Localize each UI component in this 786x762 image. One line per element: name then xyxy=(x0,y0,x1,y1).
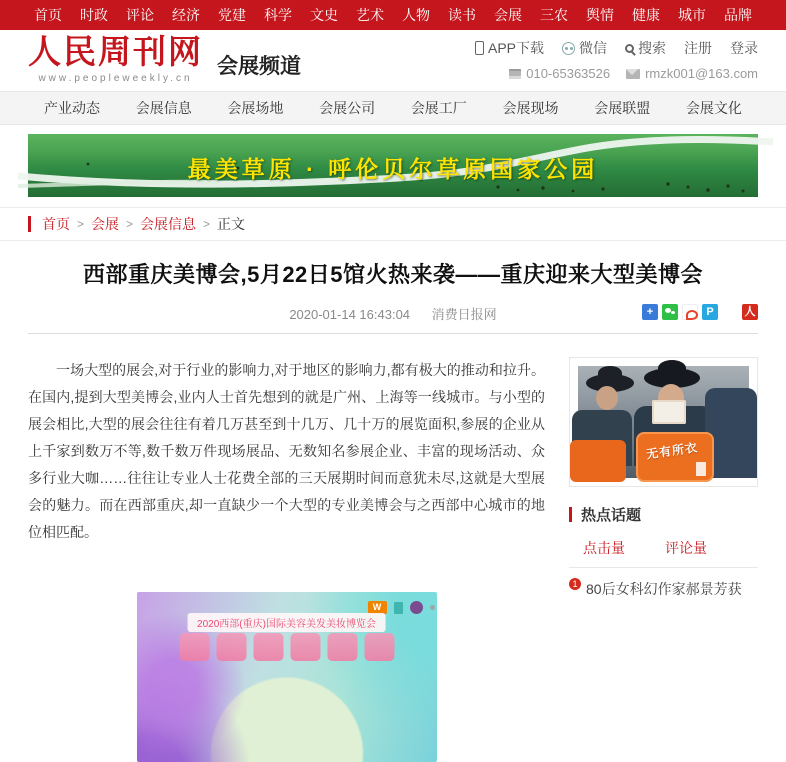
qzone-share-icon[interactable]: ★ xyxy=(722,304,738,320)
top-nav-economy[interactable]: 经济 xyxy=(172,7,200,23)
breadcrumb-current: 正文 xyxy=(217,216,246,232)
top-nav-agriculture[interactable]: 三农 xyxy=(540,7,568,23)
hot-topic-item-text: 80后女科幻作家郝景芳获 xyxy=(586,581,742,597)
article-head-divider xyxy=(28,333,758,334)
photo-face-shape xyxy=(596,386,618,410)
search-label: 搜索 xyxy=(638,40,666,56)
channel-nav-companies[interactable]: 会展公司 xyxy=(319,100,376,116)
header-right xyxy=(475,36,758,81)
channel-nav-industry-news[interactable]: 产业动态 xyxy=(44,100,100,116)
channel-nav-venues[interactable]: 会展场地 xyxy=(227,100,284,116)
top-nav-exhibition[interactable]: 会展 xyxy=(494,7,522,23)
email-icon xyxy=(626,69,640,79)
grassland-banner-image[interactable] xyxy=(28,134,758,197)
top-nav-people[interactable]: 人物 xyxy=(402,7,430,23)
channel-nav-onsite[interactable]: 会展现场 xyxy=(502,100,559,116)
top-nav-politics[interactable]: 时政 xyxy=(80,7,108,23)
sidebar xyxy=(569,357,758,762)
hot-topic-item[interactable] xyxy=(569,579,758,599)
phone-app-icon xyxy=(475,41,484,55)
top-nav-health[interactable]: 健康 xyxy=(632,7,660,23)
login-link[interactable] xyxy=(730,38,758,58)
hot-topics-title: 热点话题 xyxy=(581,507,642,524)
top-nav-history[interactable]: 文史 xyxy=(310,7,338,23)
wechat-share-icon[interactable] xyxy=(662,304,678,320)
main-content xyxy=(28,357,758,762)
email-address: rmzk001@163.com xyxy=(645,66,758,81)
weibo-share-icon[interactable] xyxy=(682,304,698,320)
telephone-icon xyxy=(509,69,521,79)
breadcrumb-exhibition[interactable]: 会展 xyxy=(91,216,120,232)
top-nav-party[interactable]: 党建 xyxy=(218,7,246,23)
site-logo-title: 人民周刊网 xyxy=(28,35,203,71)
breadcrumb-exhibition-info[interactable]: 会展信息 xyxy=(140,216,197,232)
breadcrumb-separator: > xyxy=(77,217,85,231)
login-label: 登录 xyxy=(730,40,758,56)
breadcrumb-accent-bar xyxy=(28,216,31,232)
app-download-link[interactable] xyxy=(475,38,544,58)
register-link[interactable] xyxy=(684,38,712,58)
phone-contact xyxy=(509,66,610,81)
site-header xyxy=(0,30,786,91)
people-share-icon[interactable]: 人 xyxy=(742,304,758,320)
wechat-icon xyxy=(562,42,575,55)
header-contact xyxy=(509,66,758,81)
top-nav xyxy=(0,0,786,30)
article-source[interactable]: 消费日报网 xyxy=(431,307,497,322)
article-meta-center xyxy=(280,307,505,322)
register-label: 注册 xyxy=(684,40,712,56)
poster-orange-logo-icon: W xyxy=(368,601,387,614)
wechat-link[interactable] xyxy=(562,38,607,58)
poster-emblem-icon xyxy=(410,601,423,614)
poster-teal-logo-icon xyxy=(394,602,403,614)
top-nav-science[interactable]: 科学 xyxy=(264,7,292,23)
search-icon xyxy=(625,44,634,53)
site-logo-url: www.peopleweekly.cn xyxy=(38,72,193,84)
search-button[interactable] xyxy=(625,38,666,58)
share-toolbar xyxy=(642,304,758,320)
breadcrumb-home[interactable]: 首页 xyxy=(42,216,70,232)
breadcrumb xyxy=(28,208,758,240)
channel-title: 会展频道 xyxy=(217,54,301,78)
hot-topics-header xyxy=(569,504,758,525)
breadcrumb-bar xyxy=(0,207,786,241)
top-nav-brand[interactable]: 品牌 xyxy=(724,7,752,23)
share-more-icon[interactable]: + xyxy=(642,304,658,320)
sidebar-photo-card[interactable] xyxy=(569,357,758,487)
channel-nav xyxy=(0,91,786,125)
tab-click-count[interactable]: 点击量 xyxy=(583,540,625,556)
photo-card-item-shape xyxy=(652,400,686,424)
article-date: 2020-01-14 16:43:04 xyxy=(289,307,411,322)
app-download-label: APP下载 xyxy=(487,40,544,56)
hot-topics-accent-bar xyxy=(569,507,572,522)
top-nav-reading[interactable]: 读书 xyxy=(448,7,476,23)
article-title: 西部重庆美博会,5月22日5馆火热来袭——重庆迎来大型美博会 xyxy=(82,262,704,287)
qq-pengyou-share-icon[interactable]: P xyxy=(702,304,718,320)
top-nav-comment[interactable]: 评论 xyxy=(126,7,154,23)
poster-headline-cropped xyxy=(179,633,394,661)
header-actions xyxy=(475,38,758,58)
expo-poster-image xyxy=(137,592,437,762)
tab-comment-count[interactable]: 评论量 xyxy=(665,540,707,556)
breadcrumb-separator: > xyxy=(126,217,134,231)
article-paragraph: 一场大型的展会,对于行业的影响力,对于地区的影响力,都有极大的推动和拉升。在国内,提到大型美博会,业内人士首先想到的就是广州、上海等一线城市。与小型的展会相比,大型的展会往往有着几万甚至到十几万、几十万的展览面积,参展的企业从上千家到数万不等,数千数万件现场展品、无数知名参展企业、丰富的现场活动、众多行业大咖……往往让专业人士花费全部的三天展期时间而意犹未尽,这就是大型展会的魅力。而在西部重庆,却一直缺少一个大型的专业美博会与之西部中心城市的地位相匹配。 xyxy=(28,362,545,540)
wechat-label: 微信 xyxy=(579,40,607,56)
top-nav-opinion[interactable]: 舆情 xyxy=(586,7,614,23)
channel-nav-alliance[interactable]: 会展联盟 xyxy=(594,100,651,116)
poster-badge: 2020西部(重庆)国际美容美发美妆博览会 xyxy=(187,613,386,632)
photo-orange-bag-shape xyxy=(570,440,626,482)
photo-orange-bag-shape xyxy=(636,432,714,482)
site-logo[interactable] xyxy=(28,36,203,84)
channel-nav-factories[interactable]: 会展工厂 xyxy=(410,100,467,116)
article-column xyxy=(28,357,545,762)
top-nav-art[interactable]: 艺术 xyxy=(356,7,384,23)
hot-topics-tabs xyxy=(569,538,758,568)
top-nav-city[interactable]: 城市 xyxy=(678,7,706,23)
article-header xyxy=(28,241,758,334)
phone-number: 010-65363526 xyxy=(526,66,611,81)
breadcrumb-separator: > xyxy=(203,217,211,231)
top-nav-home[interactable]: 首页 xyxy=(34,7,62,23)
rank-1-badge: 1 xyxy=(569,578,581,590)
banner-caption: 最美草原 · 呼伦贝尔草原国家公园 xyxy=(187,156,599,182)
sidebar-news-photo xyxy=(578,366,749,478)
channel-nav-culture[interactable]: 会展文化 xyxy=(685,100,742,116)
channel-nav-exhibition-info[interactable]: 会展信息 xyxy=(135,100,192,116)
article-meta xyxy=(28,304,758,322)
email-contact xyxy=(626,66,758,81)
photo-bag-text: 无有所衣 xyxy=(645,440,699,462)
